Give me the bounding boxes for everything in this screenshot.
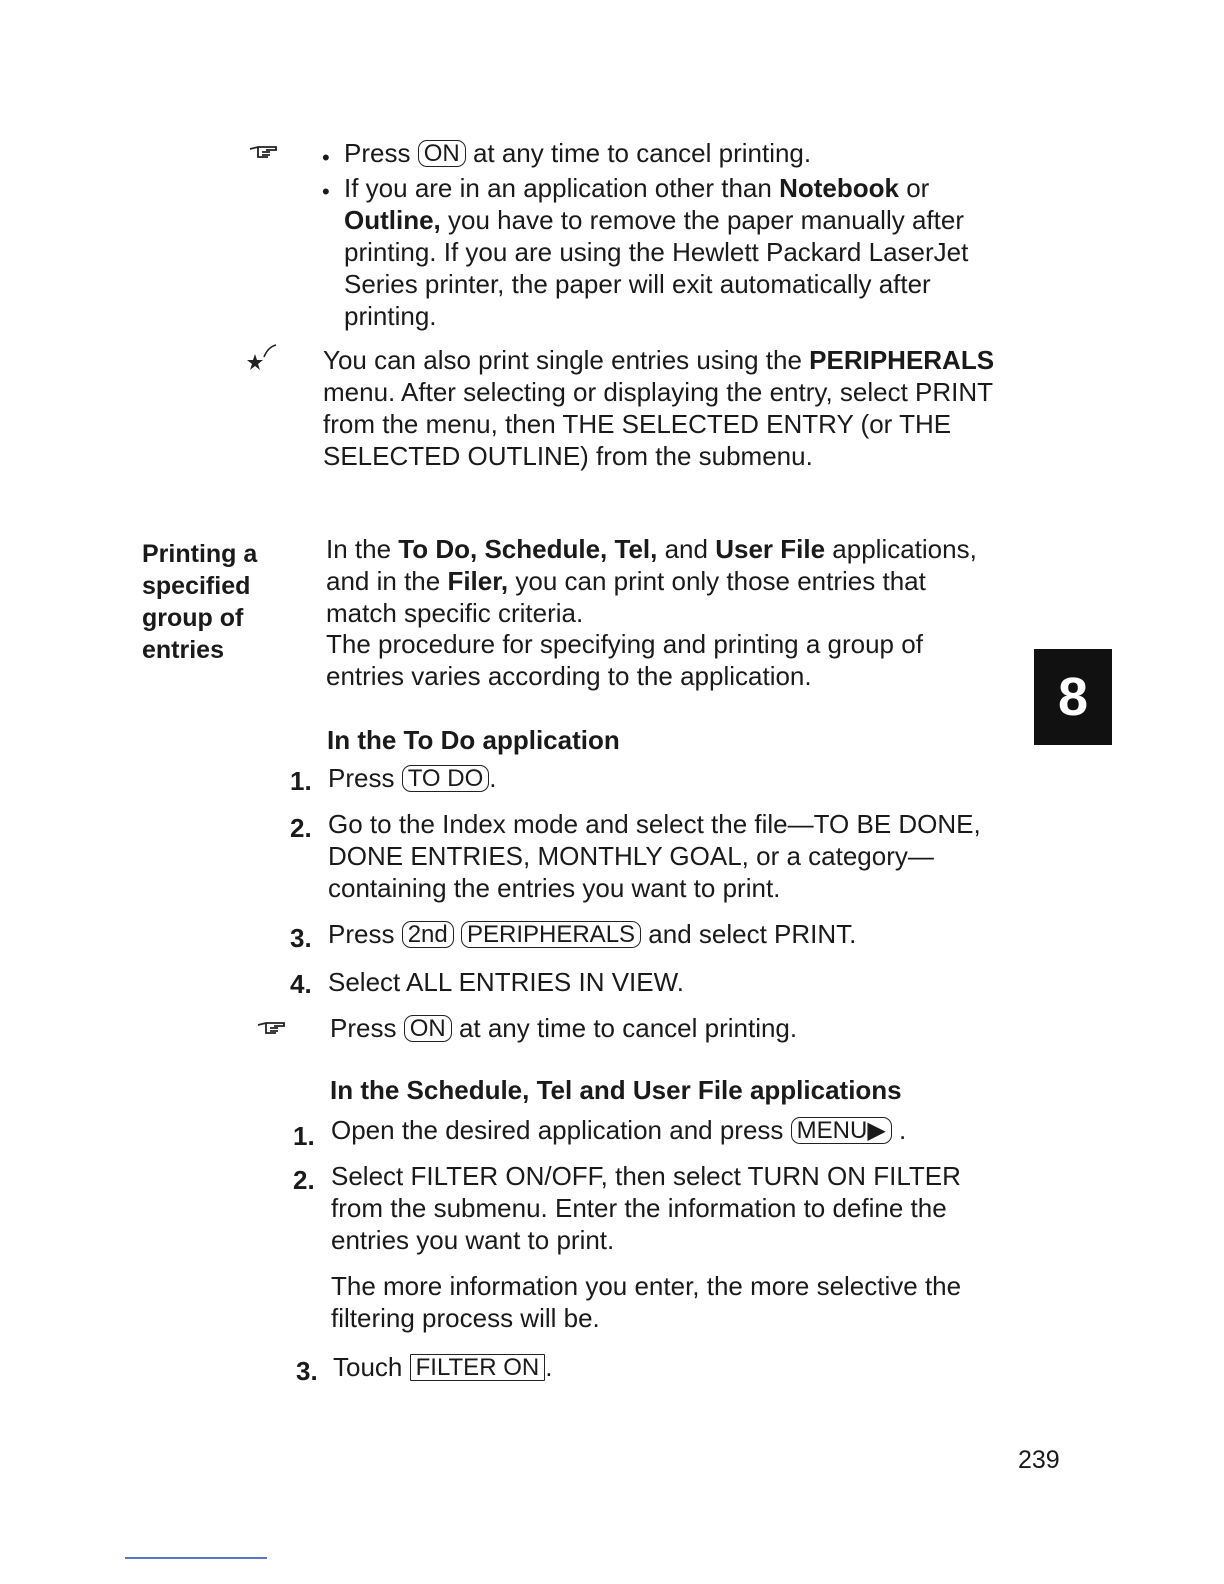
tip-paragraph: You can also print single entries using the PERIPHERALS menu. After selecting or displaying the entry, select PRINT from the menu, then THE SELECTED ENTRY (or THE SELECTED OUTLINE) from the submenu. (323, 345, 995, 471)
bullet: • (322, 179, 330, 204)
todo-step-1: Press TO DO . (328, 763, 497, 793)
intro-paragraph: In the To Do, Schedule, Tel, and User File applications, and in the Filer, you can print only those entries that match specific criteria. (326, 534, 977, 628)
step-number: 1. (290, 766, 312, 796)
schedule-step-2: Select FILTER ON/OFF, then select TURN ON FILTER from the submenu. Enter the information to define the entries you want to print. (331, 1161, 961, 1255)
page-number: 239 (1018, 1446, 1060, 1474)
step-number: 4. (290, 969, 312, 999)
bullet: • (322, 145, 330, 170)
filter-on-key: FILTER ON (410, 1354, 546, 1381)
footer-rule (125, 1557, 267, 1559)
2nd-key: 2nd (402, 921, 454, 948)
intro-paragraph-2: The procedure for specifying and printing a group of entries varies according to the application. (326, 629, 923, 691)
step-number: 1. (293, 1121, 315, 1151)
chapter-tab: 8 (1034, 649, 1112, 745)
bullet-note-cancel: Press ON at any time to cancel printing. (344, 138, 812, 168)
todo-key: TO DO (402, 765, 490, 792)
todo-heading: In the To Do application (327, 725, 620, 755)
on-key: ON (418, 140, 466, 167)
schedule-heading: In the Schedule, Tel and User File applications (330, 1075, 902, 1105)
schedule-step-2-note: The more information you enter, the more selective the filtering process will be. (331, 1271, 962, 1333)
step-number: 3. (296, 1356, 318, 1386)
todo-cancel-note: Press ON at any time to cancel printing. (330, 1013, 798, 1043)
step-number: 2. (293, 1165, 315, 1195)
pointing-hand-icon (256, 1020, 290, 1036)
bullet-note-paper: If you are in an application other than Notebook or Outline, you have to remove the paper manually after printing. If you are using the Hewlett Packard LaserJet Series printer, the paper will exit automatically after printing. (344, 173, 969, 331)
menu-key: MENU▶ (791, 1117, 892, 1144)
peripherals-key: PERIPHERALS (461, 921, 641, 948)
on-key: ON (404, 1015, 452, 1042)
margin-heading: Printing a specified group of entries (142, 540, 258, 664)
schedule-step-1: Open the desired application and press MENU▶ . (331, 1115, 907, 1145)
pointing-hand-icon (248, 144, 282, 160)
step-number: 3. (290, 923, 312, 953)
todo-step-3: Press 2nd PERIPHERALS and select PRINT. (328, 919, 857, 949)
schedule-step-3: Touch FILTER ON . (333, 1352, 553, 1382)
todo-step-2: Go to the Index mode and select the file—TO BE DONE, DONE ENTRIES, MONTHLY GOAL, or a category—containing the entries you want to print. (328, 809, 981, 903)
step-number: 2. (290, 813, 312, 843)
star-check-icon (246, 343, 280, 373)
todo-step-4: Select ALL ENTRIES IN VIEW. (328, 967, 684, 997)
